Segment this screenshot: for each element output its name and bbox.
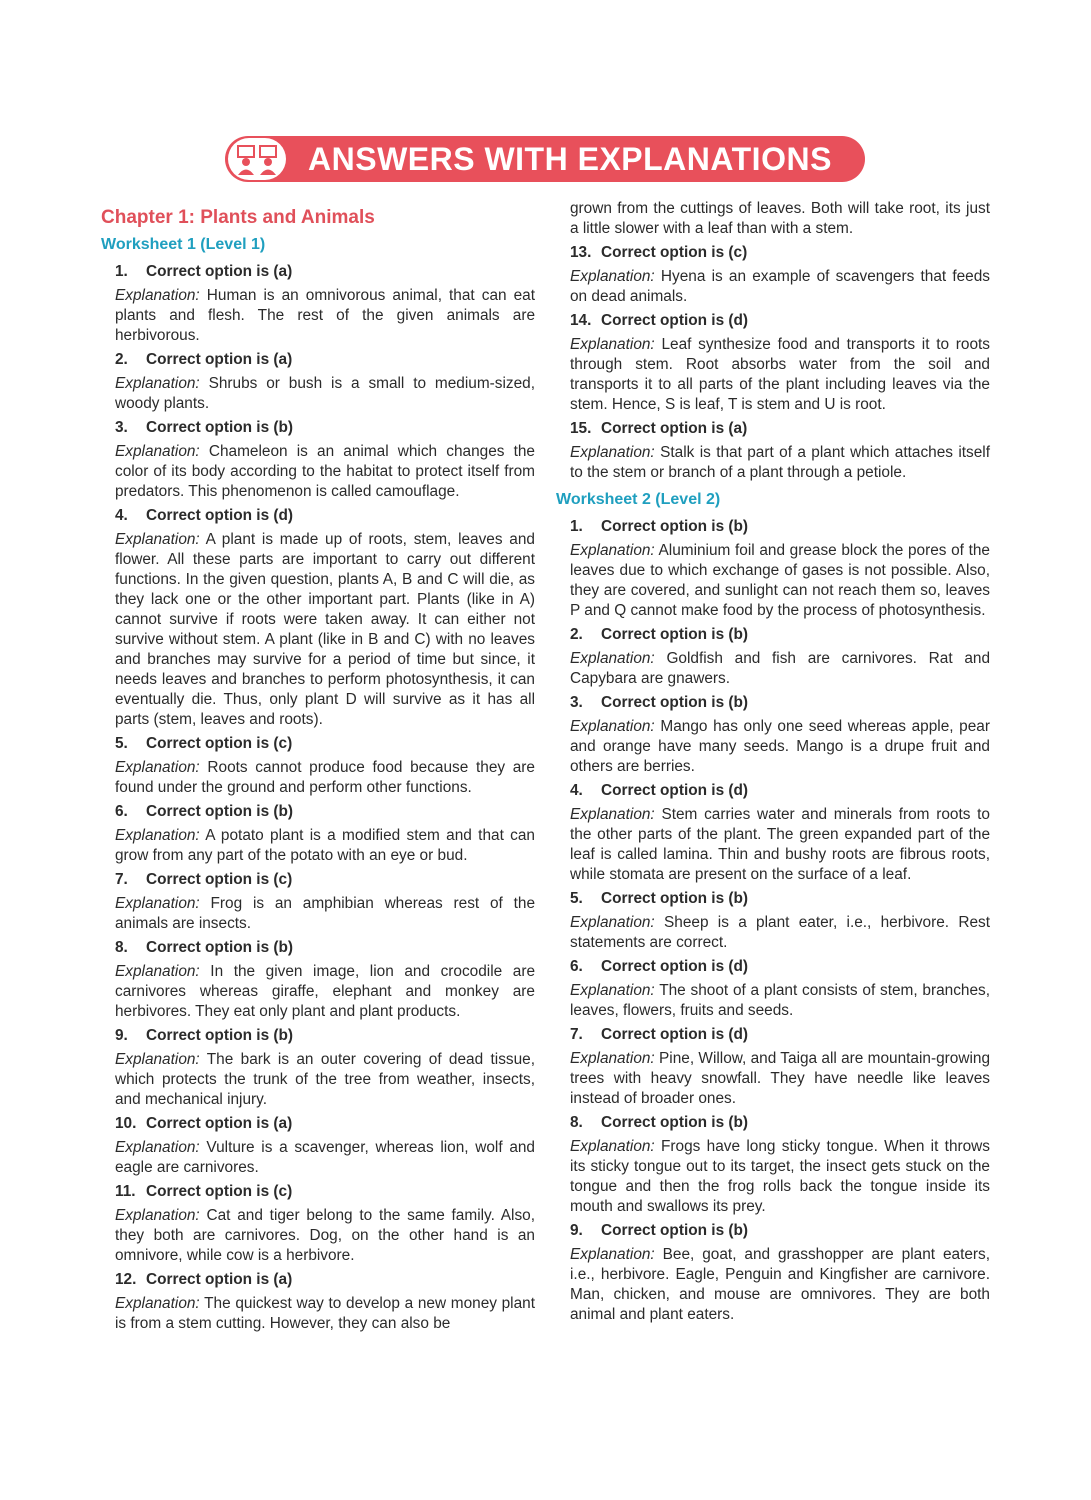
question-number: 7. (570, 1026, 583, 1043)
explanation (115, 1138, 535, 1178)
explanation-text: The shoot of a plant consists of stem, branches, leaves, flowers, fruits and seeds. (570, 982, 991, 1019)
answer-heading (570, 1025, 990, 1045)
explanation-label: Explanation: (115, 531, 200, 548)
answer-heading (115, 506, 535, 526)
right-column (556, 199, 990, 1329)
answer-item (556, 781, 990, 885)
explanation-label: Explanation: (570, 268, 655, 285)
correct-option: Correct option is (b) (146, 939, 294, 956)
section-banner (225, 136, 865, 182)
explanation (115, 374, 535, 414)
question-number: 5. (115, 735, 128, 752)
explanation (115, 758, 535, 798)
answer-item (101, 350, 535, 414)
correct-option: Correct option is (a) (146, 1271, 293, 1288)
explanation-label: Explanation: (570, 1138, 655, 1155)
question-number: 12. (115, 1271, 137, 1288)
explanation-label: Explanation: (570, 444, 655, 461)
question-number: 5. (570, 890, 583, 907)
explanation-label: Explanation: (115, 375, 200, 392)
explanation-label: Explanation: (570, 1246, 655, 1263)
question-number: 7. (115, 871, 128, 888)
explanation (570, 717, 990, 777)
answer-item (556, 625, 990, 689)
answer-heading (570, 625, 990, 645)
correct-option: Correct option is (d) (601, 1026, 749, 1043)
answer-item (556, 889, 990, 953)
explanation-label: Explanation: (115, 827, 200, 844)
question-number: 6. (115, 803, 128, 820)
explanation (115, 894, 535, 934)
question-number: 3. (570, 694, 583, 711)
explanation-label: Explanation: (115, 1295, 200, 1312)
correct-option: Correct option is (b) (601, 626, 749, 643)
explanation-label: Explanation: (115, 287, 200, 304)
explanation-text: In the given image, lion and crocodile are carnivores whereas giraffe, elephant and monkey are herbivores. They eat only plant and plant products. (115, 963, 535, 1020)
correct-option: Correct option is (d) (146, 507, 294, 524)
question-number: 9. (570, 1222, 583, 1239)
answer-item (556, 311, 990, 415)
explanation-label: Explanation: (570, 336, 655, 353)
explanation (570, 267, 990, 307)
answer-item (101, 262, 535, 346)
question-number: 15. (570, 420, 592, 437)
explanation (570, 913, 990, 953)
explanation (570, 541, 990, 621)
explanation-text: The quickest way to develop a new money plant is from a stem cutting. However, they can also be (115, 1295, 536, 1332)
answer-item (101, 802, 535, 866)
explanation-text: Stem carries water and minerals from roots to the other parts of the plant. The green expanded part of the leaf is called lamina. Thin and bushy roots are fibrous roots, while stomata are present on the surface of a leaf. (570, 806, 990, 883)
correct-option: Correct option is (a) (146, 351, 293, 368)
answer-item (101, 734, 535, 798)
explanation-text: A potato plant is a modified stem and that can grow from any part of the potato with an eye or bud. (115, 827, 535, 864)
answer-item (556, 419, 990, 483)
explanation-label: Explanation: (115, 1139, 200, 1156)
correct-option: Correct option is (a) (601, 420, 748, 437)
worksheet-1-title: Worksheet 1 (Level 1) (101, 236, 266, 253)
explanation (570, 1137, 990, 1217)
chapter-title: Chapter 1: Plants and Animals (101, 207, 375, 228)
correct-option: Correct option is (c) (146, 871, 293, 888)
explanation-text: Goldfish and fish are carnivores. Rat and Capybara are gnawers. (570, 650, 991, 687)
answer-item (101, 1114, 535, 1178)
question-number: 6. (570, 958, 583, 975)
question-number: 3. (115, 419, 128, 436)
continuation-text: grown from the cuttings of leaves. Both will take root, its just a little slower with a leaf than with a stem. (570, 200, 990, 237)
explanation-label: Explanation: (115, 1051, 200, 1068)
question-number: 1. (570, 518, 583, 535)
answer-item (101, 418, 535, 502)
explanation-text: Roots cannot produce food because they are found under the ground and perform other functions. (115, 759, 535, 796)
correct-option: Correct option is (c) (146, 1183, 293, 1200)
question-number: 2. (570, 626, 583, 643)
explanation (570, 805, 990, 885)
answer-item (556, 1113, 990, 1217)
correct-option: Correct option is (b) (146, 803, 294, 820)
explanation (570, 981, 990, 1021)
question-number: 4. (570, 782, 583, 799)
answer-heading (570, 1221, 990, 1241)
explanation (570, 1049, 990, 1109)
explanation (115, 1206, 535, 1266)
explanation-label: Explanation: (115, 759, 200, 776)
answer-heading (115, 350, 535, 370)
answer-item (101, 938, 535, 1022)
answer-heading (570, 311, 990, 331)
answer-item (101, 870, 535, 934)
answer-heading (115, 418, 535, 438)
correct-option: Correct option is (a) (146, 1115, 293, 1132)
explanation-text: Human is an omnivorous animal, that can eat plants and flesh. The rest of the given animals are herbivorous. (115, 287, 536, 344)
correct-option: Correct option is (a) (146, 263, 293, 280)
worksheet-2-list (556, 517, 990, 1325)
explanation-text: Leaf synthesize food and transports it to roots through stem. Root absorbs water from the soil and transports it to all parts of the plant including leaves via the stem. Hence, S is leaf, T is stem and U is root. (570, 336, 990, 413)
answer-heading (570, 781, 990, 801)
explanation-label: Explanation: (570, 806, 655, 823)
explanation (570, 443, 990, 483)
explanation-text: Mango has only one seed whereas apple, pear and orange have many seeds. Mango is a drupe fruit and others are berries. (570, 718, 990, 775)
explanation-label: Explanation: (115, 963, 200, 980)
explanation-text: Stalk is that part of a plant which attaches itself to the stem or branch of a plant through a petiole. (570, 444, 991, 481)
question-number: 8. (115, 939, 128, 956)
question-number: 8. (570, 1114, 583, 1131)
explanation-text: Hyena is an example of scavengers that feeds on dead animals. (570, 268, 990, 305)
question-number: 13. (570, 244, 592, 261)
answer-heading (570, 419, 990, 439)
correct-option: Correct option is (c) (146, 735, 293, 752)
teacher-board-icon (228, 138, 286, 180)
correct-option: Correct option is (b) (601, 1222, 749, 1239)
answer-heading (115, 870, 535, 890)
explanation-label: Explanation: (570, 650, 655, 667)
answer-item (556, 1221, 990, 1325)
left-column (101, 205, 535, 1338)
question-number: 4. (115, 507, 128, 524)
explanation (115, 1050, 535, 1110)
explanation-text: Vulture is a scavenger, whereas lion, wolf and eagle are carnivores. (115, 1139, 535, 1176)
question-number: 2. (115, 351, 128, 368)
worksheet-1-list (101, 262, 535, 1334)
explanation-text: Aluminium foil and grease block the pores of the leaves due to which exchange of gases is not possible. Also, they are covered, and sunlight can not reach them so, leaves P and Q cannot make food by the process of photosynthesis. (570, 542, 990, 619)
answer-item (101, 506, 535, 730)
answer-heading (570, 1113, 990, 1133)
answer-heading (115, 734, 535, 754)
explanation-text: Bee, goat, and grasshopper are plant eaters, i.e., herbivore. Eagle, Penguin and Kingfisher are carnivore. Man, chicken, and mouse are omnivores. They are both animal and plant eaters. (570, 1246, 991, 1323)
explanation (115, 530, 535, 730)
correct-option: Correct option is (b) (601, 890, 749, 907)
explanation-text: Frogs have long sticky tongue. When it throws its sticky tongue out to its target, the insect gets stuck on the tongue and then the frog rolls back the tongue inside its mouth and swallows its prey. (570, 1138, 990, 1215)
question-number: 14. (570, 312, 592, 329)
explanation-text: Pine, Willow, and Taiga all are mountain-growing trees with heavy snowfall. They have needle like leaves instead of broader ones. (570, 1050, 990, 1107)
correct-option: Correct option is (b) (601, 694, 749, 711)
explanation-text: Shrubs or bush is a small to medium-sized, woody plants. (115, 375, 535, 412)
banner-title: ANSWERS WITH EXPLANATIONS (308, 140, 832, 177)
explanation-label: Explanation: (570, 1050, 655, 1067)
explanation-text: Cat and tiger belong to the same family. Also, they both are carnivores. Dog, on the other hand is an omnivore, while cow is a herbivore. (115, 1207, 535, 1264)
correct-option: Correct option is (b) (146, 419, 294, 436)
question-number: 11. (115, 1183, 136, 1200)
explanation (115, 962, 535, 1022)
answer-heading (115, 1182, 535, 1202)
explanation-text: Sheep is a plant eater, i.e., herbivore. Rest statements are correct. (570, 914, 990, 951)
explanation-label: Explanation: (115, 443, 200, 460)
answer-item (101, 1270, 535, 1334)
answer-heading (570, 889, 990, 909)
correct-option: Correct option is (b) (601, 518, 749, 535)
explanation-text: A plant is made up of roots, stem, leaves and flower. All these parts are important to carry out different functions. In the given question, plants A, B and C will die, as they lack one or the other important part. Plants (like in A) cannot survive if roots were taken away. It can either not survive without stem. A plant (like in B and C) with no leaves and branches may survive for a period of time but since, it needs leaves and branches to perform photosynthesis, it can eventually die. Thus, only plant D will survive as it has all parts (stem, leaves and roots). (115, 531, 535, 728)
correct-option: Correct option is (b) (146, 1027, 294, 1044)
answer-heading (115, 262, 535, 282)
explanation-label: Explanation: (570, 914, 655, 931)
explanation-label: Explanation: (115, 895, 200, 912)
correct-option: Correct option is (b) (601, 1114, 749, 1131)
answer-heading (115, 802, 535, 822)
worksheet-2-title: Worksheet 2 (Level 2) (556, 491, 721, 508)
answer-item (556, 517, 990, 621)
explanation-text: The bark is an outer covering of dead tissue, which protects the trunk of the tree from weather, insects, and mechanical injury. (115, 1051, 535, 1108)
answer-item (101, 1026, 535, 1110)
explanation (115, 826, 535, 866)
answer-heading (570, 693, 990, 713)
explanation (115, 1294, 535, 1334)
explanation (570, 335, 990, 415)
answer-heading (115, 938, 535, 958)
question-number: 10. (115, 1115, 137, 1132)
explanation-label: Explanation: (115, 1207, 200, 1224)
explanation (115, 442, 535, 502)
question-number: 1. (115, 263, 128, 280)
answer-heading (115, 1270, 535, 1290)
answer-item (556, 957, 990, 1021)
explanation-label: Explanation: (570, 718, 655, 735)
answer-item (101, 1182, 535, 1266)
explanation-text: Frog is an amphibian whereas rest of the animals are insects. (115, 895, 535, 932)
answer-heading (570, 243, 990, 263)
answer-item (556, 693, 990, 777)
answer-heading (115, 1026, 535, 1046)
correct-option: Correct option is (d) (601, 312, 749, 329)
explanation-label: Explanation: (570, 542, 655, 559)
explanation (115, 286, 535, 346)
worksheet-1-list-continued (556, 243, 990, 483)
correct-option: Correct option is (d) (601, 958, 749, 975)
correct-option: Correct option is (c) (601, 244, 748, 261)
answer-heading (115, 1114, 535, 1134)
explanation (570, 1245, 990, 1325)
answer-heading (570, 957, 990, 977)
correct-option: Correct option is (d) (601, 782, 749, 799)
explanation (570, 649, 990, 689)
answer-item (556, 1025, 990, 1109)
answer-item (556, 243, 990, 307)
explanation-label: Explanation: (570, 982, 655, 999)
answer-heading (570, 517, 990, 537)
explanation-text: Chameleon is an animal which changes the color of its body according to the habitat to protect itself from predators. This phenomenon is called camouflage. (115, 443, 535, 500)
question-number: 9. (115, 1027, 128, 1044)
